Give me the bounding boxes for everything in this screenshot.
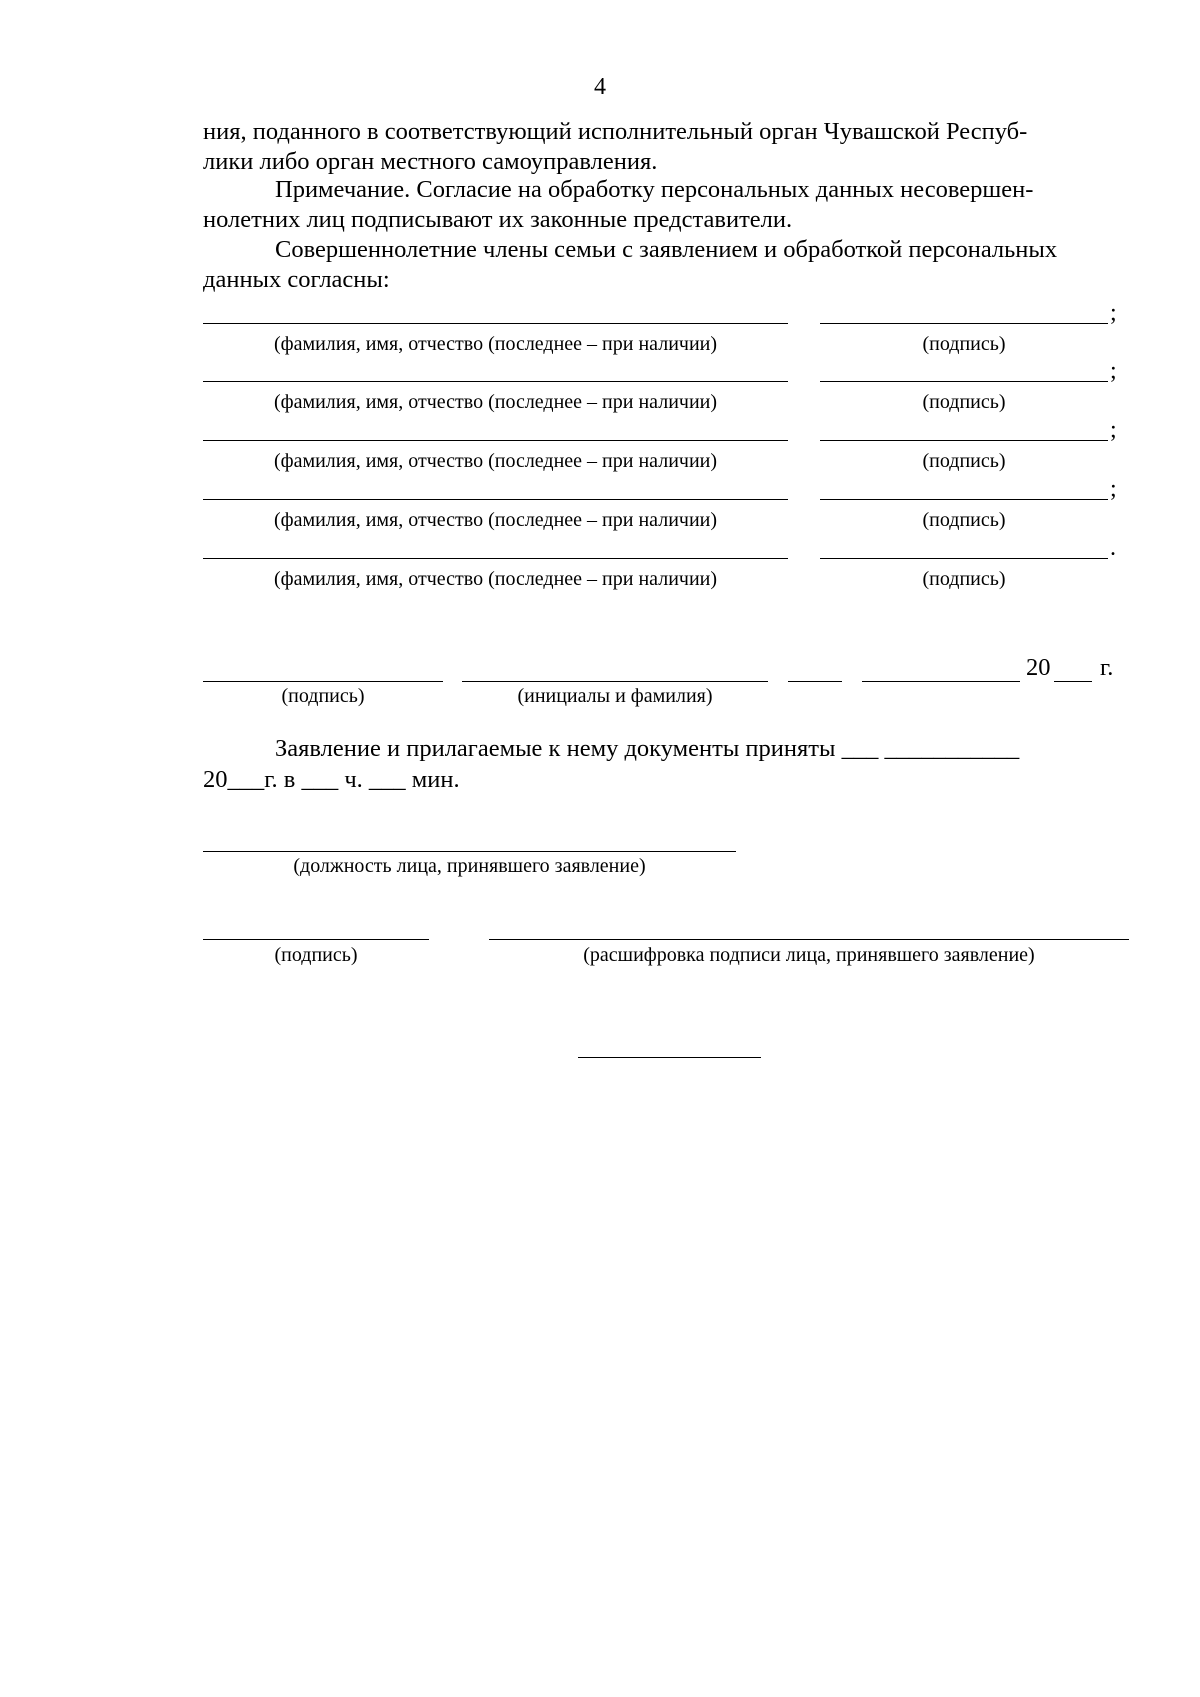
signature-caption: (подпись) <box>922 568 1006 590</box>
name-line <box>203 440 788 441</box>
note-paragraph-line1: Примечание. Согласие на обработку персональных данных несовершен- <box>275 176 1034 203</box>
official-signature-caption: (подпись) <box>274 944 358 966</box>
signature-line <box>820 499 1108 500</box>
signature-caption: (подпись) <box>922 450 1006 472</box>
name-line <box>203 323 788 324</box>
name-caption: (фамилия, имя, отчество (последнее – при наличии) <box>273 450 718 472</box>
signature-caption: (подпись) <box>922 333 1006 355</box>
name-caption: (фамилия, имя, отчество (последнее – при наличии) <box>273 568 718 590</box>
date-year-line <box>1054 681 1092 682</box>
name-caption: (фамилия, имя, отчество (последнее – при наличии) <box>273 391 718 413</box>
signature-caption: (подпись) <box>922 391 1006 413</box>
row-end-mark: . <box>1110 535 1116 561</box>
date-year-suffix: г. <box>1100 654 1114 681</box>
applicant-signature-caption: (подпись) <box>281 685 365 707</box>
signature-line <box>820 558 1108 559</box>
note-paragraph-line2: нолетних лиц подписывают их законные представители. <box>203 206 793 233</box>
signature-line <box>820 323 1108 324</box>
closing-separator-line <box>578 1057 761 1058</box>
applicant-initials-line <box>462 681 768 682</box>
signature-decode-line <box>489 939 1129 940</box>
position-line <box>203 851 736 852</box>
row-end-mark: ; <box>1110 358 1117 384</box>
name-line <box>203 558 788 559</box>
continuation-paragraph-line2: лики либо орган местного самоуправления. <box>203 148 658 175</box>
date-year-prefix: 20 <box>1026 654 1051 681</box>
applicant-initials-caption: (инициалы и фамилия) <box>517 685 713 707</box>
date-month-line <box>862 681 1020 682</box>
accepted-statement-line1: Заявление и прилагаемые к нему документы приняты ___ ___________ <box>275 735 1020 762</box>
signature-caption: (подпись) <box>922 509 1006 531</box>
continuation-paragraph-line1: ния, поданного в соответствующий исполнительный орган Чувашской Респуб- <box>203 118 1028 145</box>
row-end-mark: ; <box>1110 417 1117 443</box>
consent-paragraph-line2: данных согласны: <box>203 266 390 293</box>
signature-line <box>820 440 1108 441</box>
official-signature-line <box>203 939 429 940</box>
signature-decode-caption: (расшифровка подписи лица, принявшего заявление) <box>583 944 1035 966</box>
name-caption: (фамилия, имя, отчество (последнее – при наличии) <box>273 509 718 531</box>
name-line <box>203 381 788 382</box>
name-line <box>203 499 788 500</box>
name-caption: (фамилия, имя, отчество (последнее – при наличии) <box>273 333 718 355</box>
row-end-mark: ; <box>1110 476 1117 502</box>
applicant-signature-line <box>203 681 443 682</box>
accepted-statement-line2: 20___г. в ___ ч. ___ мин. <box>203 766 460 793</box>
date-day-line <box>788 681 842 682</box>
page-number: 4 <box>594 74 606 100</box>
consent-paragraph-line1: Совершеннолетние члены семьи с заявлением и обработкой персональных <box>275 236 1058 263</box>
position-caption: (должность лица, принявшего заявление) <box>293 855 646 877</box>
row-end-mark: ; <box>1110 300 1117 326</box>
signature-line <box>820 381 1108 382</box>
